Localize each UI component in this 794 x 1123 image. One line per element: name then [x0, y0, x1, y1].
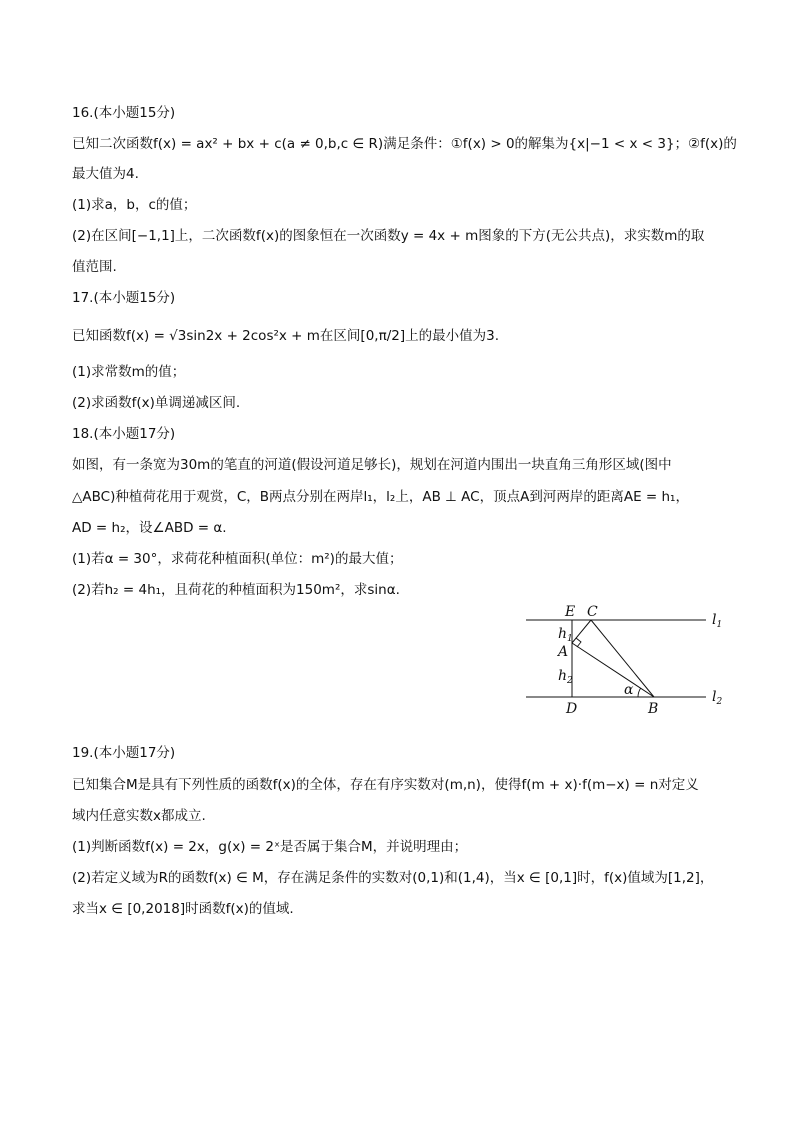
q19-statement-line1: 已知集合M是具有下列性质的函数f(x)的全体，存在有序实数对(m,n)，使得f(m + x)·f(m−x) = n对定义 — [72, 777, 699, 793]
q19-part2-line2: 求当x ∈ [0,2018]时函数f(x)的值域. — [72, 901, 294, 917]
q18-statement-line2: △ABC)种植荷花用于观赏，C，B两点分别在两岸l₁，l₂上，AB ⊥ AC，顶点A到河两岸的距离AE = h₁， — [72, 489, 689, 505]
q17-part2: (2)求函数f(x)单调递减区间. — [72, 395, 241, 411]
label-C: C — [587, 604, 598, 620]
label-D: D — [566, 701, 578, 715]
label-B: B — [648, 701, 659, 715]
segment-AB — [572, 643, 654, 697]
label-A: A — [558, 644, 569, 660]
segment-AC — [572, 620, 591, 643]
q19-header: 19.(本小题17分) — [72, 745, 176, 761]
label-l2: $l_2$ — [712, 689, 723, 707]
q16-part1: (1)求a，b，c的值； — [72, 197, 197, 213]
segment-CB — [591, 620, 654, 697]
q17-header: 17.(本小题15分) — [72, 290, 176, 306]
label-h2: $h_2$ — [558, 668, 573, 686]
q18-part2: (2)若h₂ = 4h₁，且荷花的种植面积为150m²，求sinα. — [72, 582, 400, 598]
q16-statement-line1: 已知二次函数f(x) = ax² + bx + c(a ≠ 0,b,c ∈ R)满足条件：①f(x) > 0的解集为{x|−1 < x < 3}；②f(x)的 — [72, 136, 737, 152]
river-triangle-figure — [520, 600, 730, 715]
q19-part2-line1: (2)若定义域为R的函数f(x) ∈ M，存在满足条件的实数对(0,1)和(1,4)，当x ∈ [0,1]时，f(x)值域为[1,2]， — [72, 870, 714, 886]
q17-part1: (1)求常数m的值； — [72, 364, 186, 380]
q16-part2-line1: (2)在区间[−1,1]上，二次函数f(x)的图象恒在一次函数y = 4x + m图象的下方(无公共点)，求实数m的取 — [72, 228, 705, 244]
alpha-arc — [638, 688, 641, 697]
q18-statement-line3: AD = h₂，设∠ABD = α. — [72, 520, 227, 536]
q16-header: 16.(本小题15分) — [72, 105, 176, 121]
q16-part2-line2: 值范围. — [72, 259, 117, 275]
q18-statement-line1: 如图，有一条宽为30m的笔直的河道(假设河道足够长)，规划在河道内围出一块直角三角形区域(图中 — [72, 457, 672, 473]
label-alpha: α — [624, 682, 634, 698]
label-l1: $l_1$ — [712, 612, 723, 630]
label-E: E — [565, 604, 576, 620]
label-h1: $h_1$ — [558, 626, 573, 644]
q18-part1: (1)若α = 30°，求荷花种植面积(单位：m²)的最大值； — [72, 551, 403, 567]
q19-statement-line2: 域内任意实数x都成立. — [72, 808, 206, 824]
q17-statement: 已知函数f(x) = √3sin2x + 2cos²x + m在区间[0,π/2]上的最小值为3. — [72, 328, 499, 344]
q16-statement-line2: 最大值为4. — [72, 166, 139, 182]
q19-part1: (1)判断函数f(x) = 2x，g(x) = 2ˣ是否属于集合M，并说明理由； — [72, 839, 468, 855]
q18-header: 18.(本小题17分) — [72, 426, 176, 442]
